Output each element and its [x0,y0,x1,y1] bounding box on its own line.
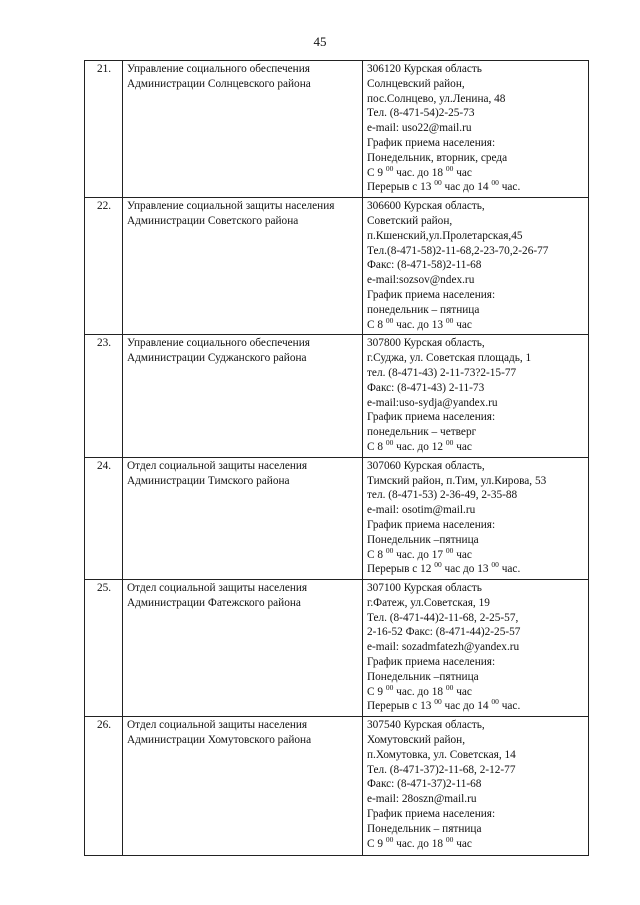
time-superscript: 00 [434,178,442,188]
contact-line: Понедельник – пятница [367,822,482,835]
time-text: С 9 [367,166,386,179]
office-contacts [363,457,589,579]
contact-line: Факс: (8-471-43) 2-11-73 [367,381,485,394]
contact-line: График приема населения: [367,656,496,669]
time-superscript: 00 [491,560,499,570]
time-text: час [453,548,472,561]
office-name: Управление социального обеспечения Администрации Суджанского района [123,335,363,457]
time-superscript: 00 [385,315,394,325]
page-number: 45 [313,34,327,49]
contact-line [367,437,585,455]
office-contacts [363,61,589,198]
contact-line: 306600 Курская область, [367,200,485,213]
contact-line: e-mail: sozadmfatezh@yandex.ru [367,641,520,654]
contact-line: г.Фатеж, ул.Советская, 19 [367,596,490,609]
time-superscript: 00 [445,545,454,555]
time-text: час. до 13 [393,318,446,331]
time-superscript: 00 [385,682,394,692]
contact-line: Хомутовский район, [367,734,466,747]
contact-line: e-mail: uso22@mail.ru [367,122,472,135]
contact-line: Понедельник –пятница [367,533,479,546]
time-text: Перерыв с 12 [367,563,435,576]
contact-line: 2-16-52 Факс: (8-471-44)2-25-57 [367,626,521,639]
contact-line: понедельник – пятница [367,303,480,316]
time-superscript: 00 [445,163,454,173]
time-superscript: 00 [445,682,454,692]
office-contacts [363,717,589,856]
time-superscript: 00 [491,178,499,188]
row-number: 26. [85,717,123,856]
contact-line: 306120 Курская область [367,63,482,75]
row-number: 22. [85,198,123,335]
contact-line: пос.Солнцево, ул.Ленина, 48 [367,92,506,105]
time-text: час [453,440,472,453]
contact-line: п.Хомутовка, ул. Советская, 14 [367,748,516,761]
office-contacts [363,335,589,457]
offices-table-body [85,61,589,856]
offices-table [84,60,589,856]
office-name: Управление социальной защиты населения Администрации Советского района [123,198,363,335]
time-text: час. [498,700,521,713]
contact-line: График приема населения: [367,808,496,821]
table-row [85,717,589,856]
contact-line: понедельник – четверг [367,426,477,439]
office-contacts [363,198,589,335]
contact-line [367,682,585,700]
contact-line: e-mail: osotim@mail.ru [367,504,476,517]
time-text: час. до 17 [393,548,446,561]
row-number: 21. [85,61,123,198]
office-contacts [363,580,589,717]
time-text: час. до 12 [393,440,446,453]
office-name: Отдел социальной защиты населения Администрации Хомутовского района [123,717,363,856]
contact-line: Понедельник, вторник, среда [367,151,508,164]
contact-line: Факс: (8-471-37)2-11-68 [367,778,482,791]
contact-line: График приема населения: [367,518,496,531]
row-number: 24. [85,457,123,579]
contact-line: e-mail:sozsov@ndex.ru [367,274,475,287]
office-name: Отдел социальной защиты населения Администрации Тимского района [123,457,363,579]
contact-line [367,180,585,195]
contact-line: тел. (8-471-43) 2-11-73?2-15-77 [367,366,517,379]
time-superscript: 00 [385,163,394,173]
contact-line: Солнцевский район, [367,77,465,90]
time-text: С 9 [367,837,386,850]
contact-line: Тимский район, п.Тим, ул.Кирова, 53 [367,474,547,487]
table-row [85,580,589,717]
contact-line: Тел. (8-471-54)2-25-73 [367,107,475,120]
time-text: час [453,318,472,331]
time-superscript: 00 [445,315,454,325]
contact-line: График приема населения: [367,288,496,301]
time-text: Перерыв с 13 [367,700,435,713]
office-name: Управление социального обеспечения Администрации Солнцевского района [123,61,363,198]
time-superscript: 00 [385,437,394,447]
contact-line [367,834,585,852]
contact-line: тел. (8-471-53) 2-36-49, 2-35-88 [367,489,518,502]
time-superscript: 00 [434,697,442,707]
contact-line: 307540 Курская область, [367,719,485,732]
contact-line [367,545,585,563]
contact-line: Тел.(8-471-58)2-11-68,2-23-70,2-26-77 [367,244,549,257]
time-superscript: 00 [491,697,499,707]
contact-line: График приема населения: [367,411,496,424]
contact-line: e-mail:uso-sydja@yandex.ru [367,396,498,409]
table-row [85,61,589,198]
contact-line: e-mail: 28oszn@mail.ru [367,793,477,806]
contact-line [367,315,585,333]
time-text: час [453,685,472,698]
time-text: С 8 [367,318,386,331]
table-row [85,457,589,579]
time-text: час до 14 [441,700,492,713]
time-text: С 9 [367,685,386,698]
time-superscript: 00 [434,560,442,570]
time-text: час. до 18 [393,166,446,179]
time-superscript: 00 [385,545,394,555]
time-superscript: 00 [445,834,454,844]
contact-line: Тел. (8-471-44)2-11-68, 2-25-57, [367,611,519,624]
contact-line: Советский район, [367,214,453,227]
contact-line [367,163,585,181]
contact-line: 307060 Курская область, [367,459,485,472]
table-row [85,198,589,335]
contact-line: Понедельник –пятница [367,670,479,683]
time-text: Перерыв с 13 [367,181,435,194]
row-number: 25. [85,580,123,717]
table-row [85,335,589,457]
time-text: час. до 18 [393,837,446,850]
contact-line: 307100 Курская область [367,582,482,595]
row-number: 23. [85,335,123,457]
contact-line: Факс: (8-471-58)2-11-68 [367,259,482,272]
contact-line: г.Суджа, ул. Советская площадь, 1 [367,352,532,365]
time-text: час [453,837,472,850]
time-text: час до 14 [441,181,492,194]
time-superscript: 00 [445,437,454,447]
time-text: час. [498,563,521,576]
contact-line: График приема населения: [367,136,496,149]
contact-line [367,562,585,577]
time-text: С 8 [367,440,386,453]
time-text: С 8 [367,548,386,561]
time-text: час. [498,181,521,194]
time-text: час [453,166,472,179]
contact-line [367,699,585,714]
time-text: час. до 18 [393,685,446,698]
office-name: Отдел социальной защиты населения Администрации Фатежского района [123,580,363,717]
time-superscript: 00 [385,834,394,844]
contact-line: 307800 Курская область, [367,337,485,350]
contact-line: Тел. (8-471-37)2-11-68, 2-12-77 [367,763,516,776]
time-text: час до 13 [441,563,492,576]
contact-line: п.Кшенский,ул.Пролетарская,45 [367,229,523,242]
